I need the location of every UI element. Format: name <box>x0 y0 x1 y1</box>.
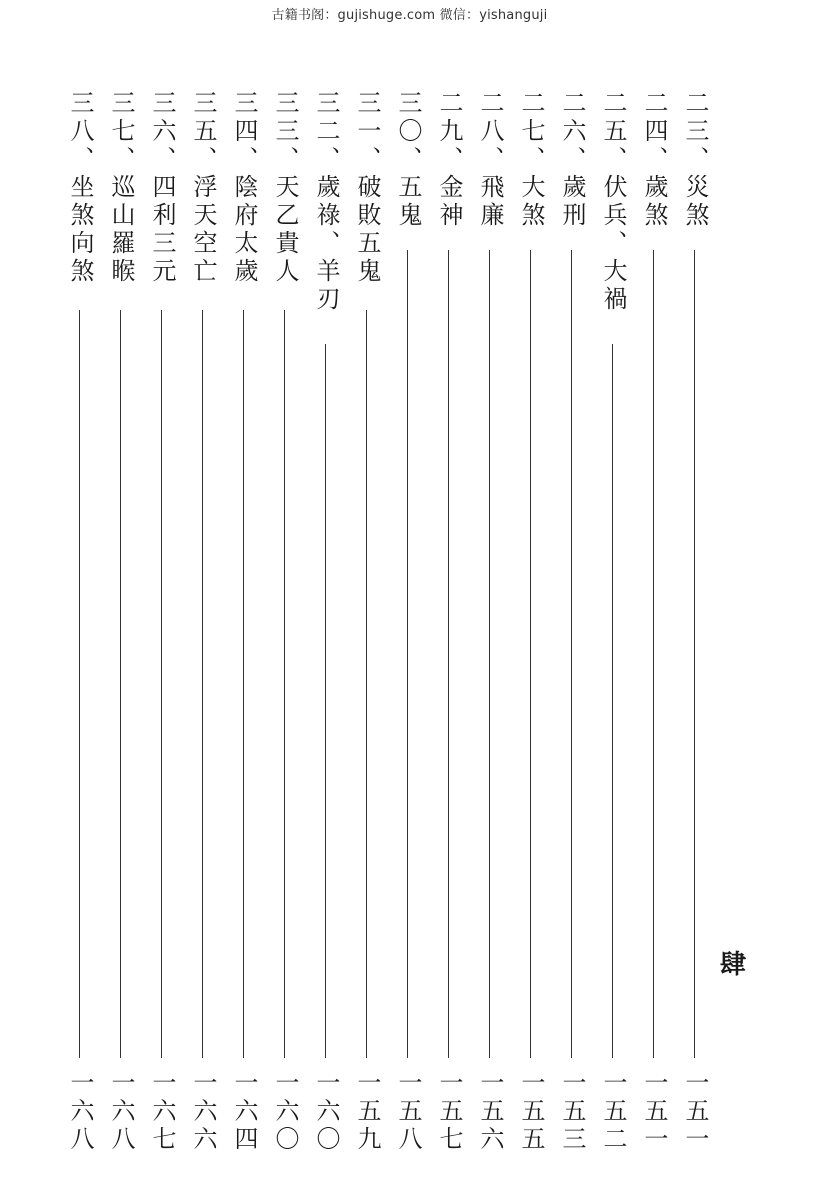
toc-entry <box>106 90 136 1160</box>
toc-entry <box>229 90 259 1160</box>
leader-line <box>571 250 572 1058</box>
leader-line <box>489 250 490 1058</box>
entry-title: 三二、歲祿、羊刃 <box>312 90 340 314</box>
entry-page-number: 一五三 <box>558 1070 586 1154</box>
entry-page-number: 一六〇 <box>271 1070 299 1154</box>
toc-entry <box>434 90 464 1160</box>
entry-title: 二五、伏兵、大禍 <box>599 90 627 314</box>
toc-entry <box>270 90 300 1160</box>
entry-page-number: 一五九 <box>353 1070 381 1154</box>
leader-line <box>284 310 285 1058</box>
table-of-contents <box>0 90 819 1180</box>
toc-entry <box>680 90 710 1160</box>
entry-page-number: 一六六 <box>189 1070 217 1154</box>
entry-page-number: 一六八 <box>107 1070 135 1154</box>
toc-entry <box>188 90 218 1160</box>
leader-line <box>79 310 80 1058</box>
leader-line <box>120 310 121 1058</box>
toc-entry <box>147 90 177 1160</box>
entry-title: 三一、破敗五鬼 <box>353 90 381 286</box>
entry-title: 二九、金神 <box>435 90 463 230</box>
entry-page-number: 一五八 <box>394 1070 422 1154</box>
entry-title: 二三、災煞 <box>681 90 709 230</box>
leader-line <box>407 250 408 1058</box>
entry-title: 二八、飛廉 <box>476 90 504 230</box>
toc-entry <box>598 90 628 1160</box>
toc-entry <box>639 90 669 1160</box>
entry-title: 三五、浮天空亡 <box>189 90 217 286</box>
entry-title: 三八、坐煞向煞 <box>66 90 94 286</box>
entry-page-number: 一六〇 <box>312 1070 340 1154</box>
entry-title: 三三、天乙貴人 <box>271 90 299 286</box>
leader-line <box>325 344 326 1058</box>
entry-title: 三六、四利三元 <box>148 90 176 286</box>
watermark-text: 古籍书阁：gujishuge.com 微信：yishanguji <box>271 8 548 23</box>
entry-page-number: 一五二 <box>599 1070 627 1154</box>
entry-page-number: 一五五 <box>517 1070 545 1154</box>
entry-title: 二六、歲刑 <box>558 90 586 230</box>
toc-entry <box>393 90 423 1160</box>
leader-line <box>448 250 449 1058</box>
entry-title: 二七、大煞 <box>517 90 545 230</box>
toc-entry <box>311 90 341 1160</box>
leader-line <box>694 250 695 1058</box>
entry-page-number: 一五一 <box>681 1070 709 1154</box>
toc-entry <box>352 90 382 1160</box>
entry-page-number: 一五六 <box>476 1070 504 1154</box>
leader-line <box>653 250 654 1058</box>
entry-title: 三四、陰府太歲 <box>230 90 258 286</box>
entry-title: 二四、歲煞 <box>640 90 668 230</box>
leader-line <box>202 310 203 1058</box>
entry-title: 三〇、五鬼 <box>394 90 422 230</box>
toc-entry <box>65 90 95 1160</box>
toc-entry <box>475 90 505 1160</box>
leader-line <box>612 344 613 1058</box>
folio-page-marker: 肆 <box>720 950 747 980</box>
toc-entry <box>557 90 587 1160</box>
entry-title: 三七、巡山羅睺 <box>107 90 135 286</box>
toc-entry <box>516 90 546 1160</box>
entry-page-number: 一五七 <box>435 1070 463 1154</box>
entry-page-number: 一六四 <box>230 1070 258 1154</box>
entry-page-number: 一五一 <box>640 1070 668 1154</box>
leader-line <box>530 250 531 1058</box>
entry-page-number: 一六八 <box>66 1070 94 1154</box>
entry-page-number: 一六七 <box>148 1070 176 1154</box>
leader-line <box>161 310 162 1058</box>
leader-line <box>366 310 367 1058</box>
leader-line <box>243 310 244 1058</box>
